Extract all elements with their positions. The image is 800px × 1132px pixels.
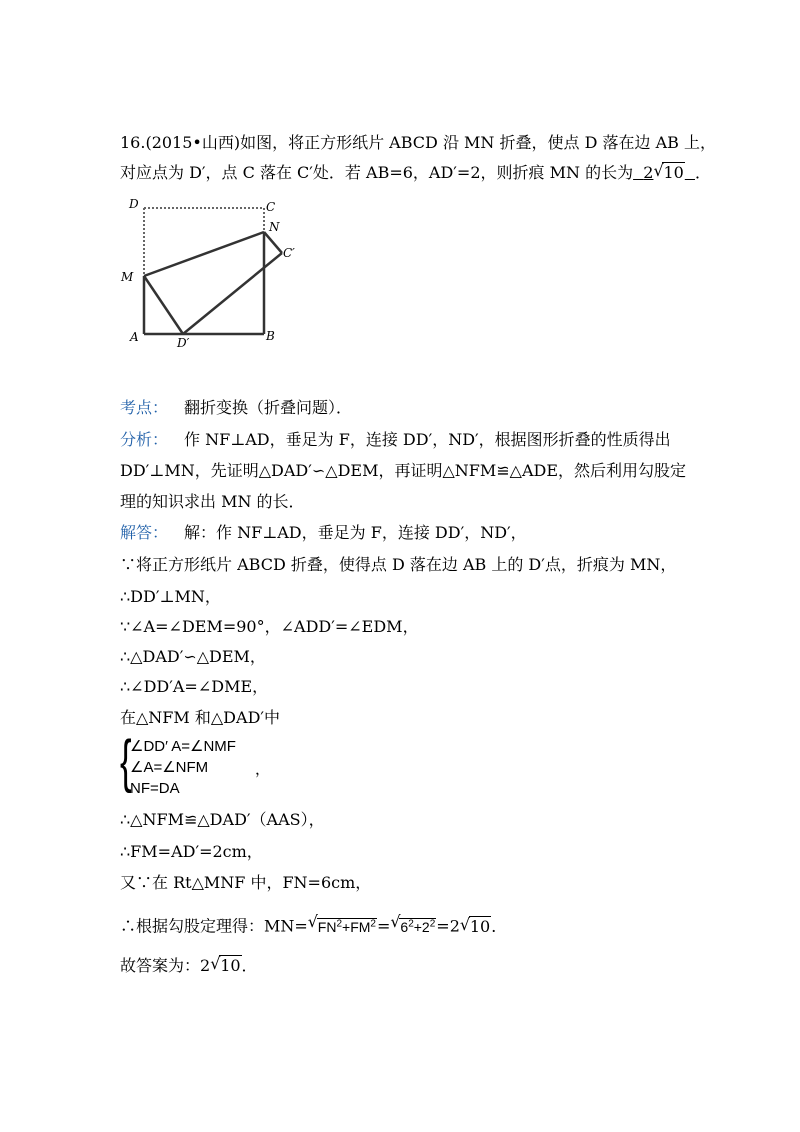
fenxi-line-1: 分析： 作 NF⊥AD，垂足为 F，连接 DD′，ND′，根据图形折叠的性质得出 [120, 430, 671, 449]
system-row-1: ∠DD′ A=∠NMF [130, 738, 236, 755]
line-dc [183, 253, 282, 334]
label-b: B [266, 329, 275, 343]
label-m: M [121, 270, 134, 284]
line-nc [264, 232, 282, 253]
jieda-line-11: ∴根据勾股定理得：MN= √ $FN^2+FM^2=$ √ $6^2+2^2=2$ √ 10． [120, 912, 508, 936]
label-n: N [269, 220, 280, 234]
jieda-line-3: ∴DD′⊥MN， [120, 587, 221, 606]
kaodian-line: 考点： 翻折变换（折叠问题）． [120, 398, 353, 417]
final-answer-line: 故答案为：2 √ 10． [120, 954, 258, 975]
system-row-2: ∠A=∠NFM [130, 759, 209, 776]
label-dp: D′ [177, 336, 190, 350]
fenxi-label: 分析： [120, 430, 169, 449]
sqrt-expression-2: √ $6^2+2^2$ [390, 912, 436, 935]
fold-mn [144, 232, 264, 276]
kaodian-label: 考点： [120, 398, 169, 417]
system-comma: ， [255, 761, 271, 778]
sqrt-expression-3: √ 10 [459, 914, 491, 936]
sqrt-answer: √ 10 [210, 954, 241, 975]
label-c: C [266, 200, 276, 214]
line-md [144, 276, 183, 334]
label-d: D [129, 197, 139, 211]
label-a: A [130, 330, 139, 344]
jieda-line-9: ∴FM=AD′=2cm， [120, 842, 263, 861]
fenxi-line-2: DD′⊥MN，先证明△DAD′∽△DEM，再证明△NFM≌△ADE，然后利用勾股定 [120, 461, 687, 480]
sqrt-expression-1: √ $FN^2+FM^2$ [307, 912, 376, 935]
brace: { [120, 729, 132, 794]
system-row-3: NF=DA [130, 780, 180, 797]
jieda-line-2: ∵将正方形纸片 ABCD 折叠，使得点 D 落在边 AB 上的 D′点，折痕为 MN， [120, 555, 677, 574]
jieda-label: 解答： [120, 523, 169, 542]
fenxi-line-3: 理的知识求出 MN 的长． [120, 492, 305, 511]
question-line-2: 对应点为 D′，点 C 落在 C′处．若 AB=6，AD′=2，则折痕 MN 的长为 2 √ 10 ． [120, 161, 711, 182]
jieda-line-7: 在△NFM 和△DAD′中 [120, 708, 281, 727]
label-cp: C′ [283, 246, 295, 260]
jieda-line-1: 解答： 解：作 NF⊥AD，垂足为 F，连接 DD′，ND′， [120, 523, 527, 542]
jieda-line-5: ∴△DAD′∽△DEM， [120, 647, 266, 666]
jieda-line-10: 又∵在 Rt△MNF 中，FN=6cm， [120, 873, 372, 892]
jieda-line-4: ∵∠A=∠DEM=90°，∠ADD′=∠EDM， [120, 617, 419, 636]
answer-blank: 2 √ 10 [643, 161, 684, 182]
question-line-1: 16.(2015•山西)如图，将正方形纸片 ABCD 沿 MN 折叠，使点 D 落在边 AB 上， [120, 133, 716, 152]
jieda-line-8: ∴△NFM≌△DAD′（AAS）， [120, 810, 325, 829]
geometry-figure [118, 195, 308, 350]
jieda-line-6: ∴∠DD′A=∠DME， [120, 677, 269, 696]
